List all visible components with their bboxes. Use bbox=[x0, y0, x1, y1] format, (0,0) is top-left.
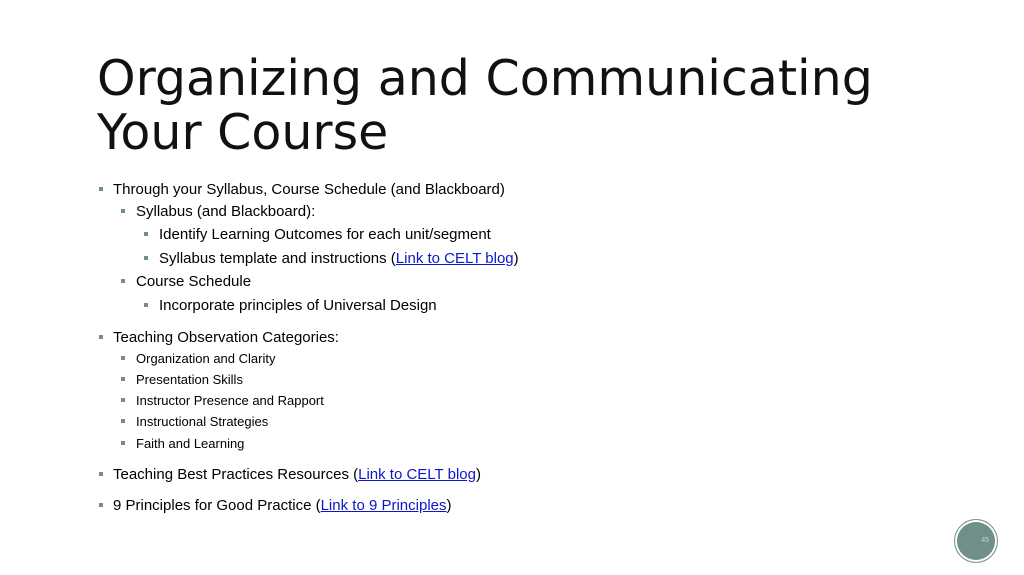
list-item bbox=[136, 351, 275, 366]
list-item bbox=[136, 372, 243, 387]
bullet-marker bbox=[121, 441, 125, 445]
bullet-nine-principles bbox=[113, 497, 452, 514]
bullet-text: Course Schedule bbox=[136, 273, 252, 290]
bullet-text: Instructional Strategies bbox=[136, 414, 269, 429]
bullet-text-close: ) bbox=[446, 497, 452, 514]
bullet-marker bbox=[121, 419, 125, 423]
bullet-marker bbox=[144, 303, 148, 307]
bullet-text-close: ) bbox=[513, 250, 519, 267]
bullet-marker bbox=[121, 209, 125, 213]
bullet-text: Faith and Learning bbox=[136, 436, 245, 451]
title-line-2: Your Course bbox=[97, 104, 389, 161]
bullet-marker bbox=[99, 335, 103, 339]
bullet-course-schedule bbox=[136, 273, 251, 290]
list-item bbox=[136, 393, 324, 408]
bullet-marker bbox=[144, 256, 148, 260]
bullet-syllabus-template bbox=[159, 250, 519, 267]
slide-number-badge bbox=[957, 522, 995, 560]
bullet-text: Incorporate principles of Universal Design bbox=[159, 297, 437, 314]
bullet-marker bbox=[99, 187, 103, 191]
bullet-learning-outcomes bbox=[159, 226, 491, 243]
celt-blog-link[interactable]: Link to CELT blog bbox=[358, 466, 476, 483]
bullet-text: Instructor Presence and Rapport bbox=[136, 393, 324, 408]
list-item bbox=[136, 414, 268, 429]
bullet-marker bbox=[121, 279, 125, 283]
bullet-syllabus bbox=[136, 203, 315, 220]
bullet-text: Teaching Observation Categories: bbox=[113, 329, 339, 346]
bullet-syllabus-schedule bbox=[113, 181, 505, 198]
bullet-text: Organization and Clarity bbox=[136, 351, 276, 366]
bullet-text: Syllabus template and instructions ( bbox=[159, 250, 396, 267]
bullet-universal-design bbox=[159, 297, 437, 314]
bullet-best-practices bbox=[113, 466, 481, 483]
bullet-marker bbox=[99, 503, 103, 507]
bullet-text-close: ) bbox=[475, 466, 481, 483]
bullet-marker bbox=[121, 377, 125, 381]
bullet-text: Identify Learning Outcomes for each unit/segment bbox=[159, 226, 491, 243]
bullet-text: 9 Principles for Good Practice ( bbox=[113, 497, 321, 514]
bullet-text: Syllabus (and Blackboard): bbox=[136, 203, 316, 220]
title-line-1: Organizing and Communicating bbox=[97, 50, 873, 107]
list-item bbox=[136, 436, 244, 451]
bullet-marker bbox=[99, 472, 103, 476]
nine-principles-link[interactable]: Link to 9 Principles bbox=[320, 497, 447, 514]
bullet-text: Through your Syllabus, Course Schedule (and Blackboard) bbox=[113, 181, 505, 198]
slide-number: 45 bbox=[981, 537, 989, 544]
bullet-text: Teaching Best Practices Resources ( bbox=[113, 466, 359, 483]
celt-blog-link[interactable]: Link to CELT blog bbox=[395, 250, 514, 267]
bullet-marker bbox=[144, 232, 148, 236]
bullet-marker bbox=[121, 398, 125, 402]
bullet-text: Presentation Skills bbox=[136, 372, 243, 387]
bullet-observation-categories bbox=[113, 329, 339, 346]
bullet-marker bbox=[121, 356, 125, 360]
